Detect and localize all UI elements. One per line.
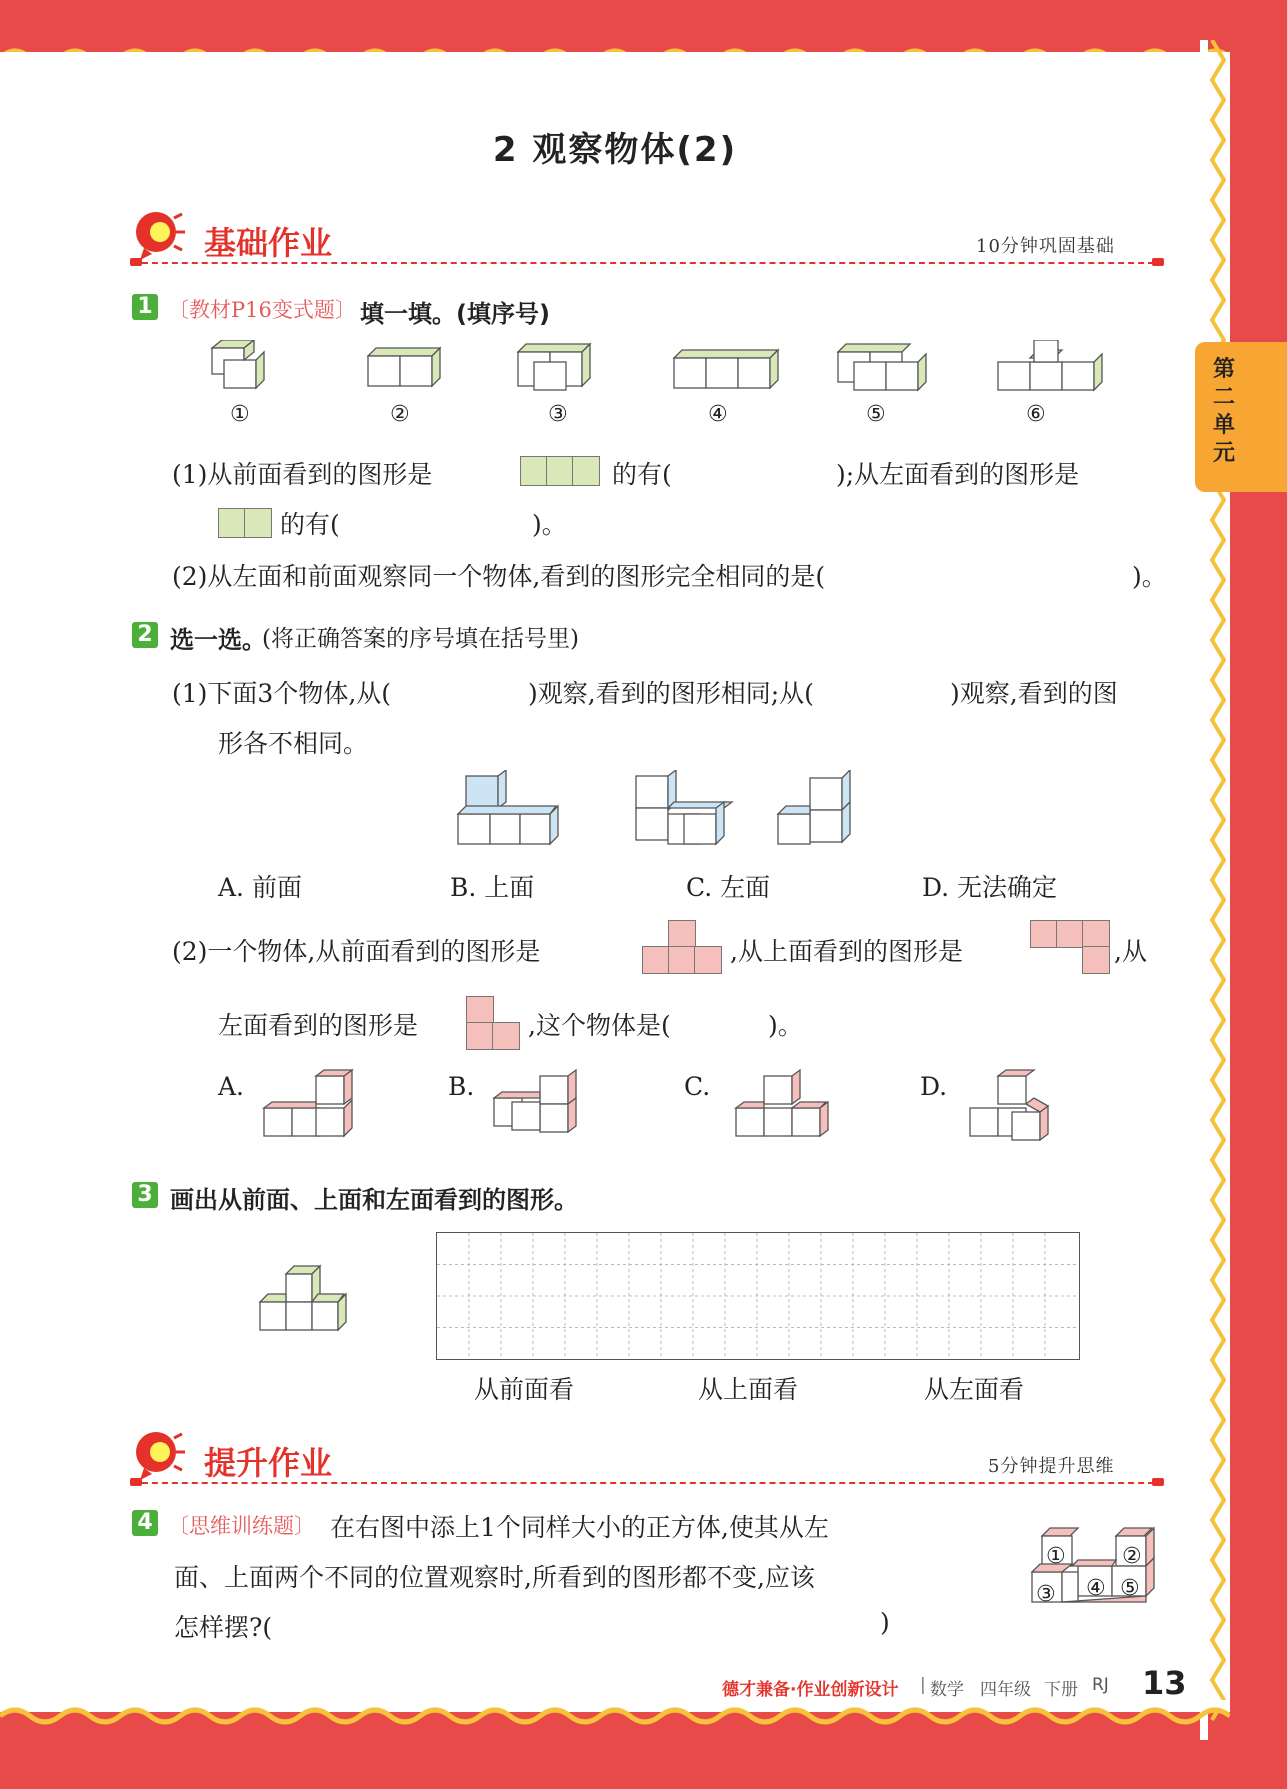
q2-p2-text-d: 左面看到的图形是 [218, 1011, 419, 1040]
question-number-1: 1 [132, 294, 158, 320]
q2-option-a: A. 前面 [218, 873, 302, 902]
pink-square [1082, 920, 1110, 948]
q4-line3: 怎样摆?( [174, 1613, 273, 1642]
q4-cube-label-1: ① [1046, 1544, 1066, 1569]
unit-side-tab [1195, 342, 1287, 492]
q3-prompt: 画出从前面、上面和左面看到的图形。 [170, 1186, 578, 1214]
q4-line3-end: ) [880, 1608, 890, 1637]
q1-p2-text: (2)从左面和前面观察同一个物体,看到的图形完全相同的是( [172, 562, 826, 591]
q1-p1-text-e: )。 [532, 510, 567, 539]
lightbulb-icon [130, 1428, 186, 1482]
q2-p2-text-c: ,从 [1114, 937, 1147, 966]
q2-p1-text-b: )观察,看到的图形相同;从( [528, 679, 814, 708]
footer-subject: 数学 [930, 1680, 964, 1700]
section-basic-heading: 基础作业 [204, 224, 333, 262]
q4-line1: 在右图中添上1个同样大小的正方体,使其从左 [330, 1513, 829, 1542]
q1-cube-figures [200, 340, 1120, 400]
q1-figure-label-1: ① [230, 402, 250, 427]
section-basic-divider [132, 262, 1164, 264]
side-tab-label: 第二单元 [1212, 357, 1235, 466]
question-number-3: 3 [132, 1182, 158, 1208]
q3-label-top: 从上面看 [698, 1375, 799, 1404]
pink-square [1056, 920, 1084, 948]
section-advanced-divider [132, 1482, 1164, 1484]
footer-grade: 四年级 [980, 1680, 1031, 1700]
grid-lines [437, 1233, 1079, 1359]
q2-p2-text-e: ,这个物体是( [528, 1011, 671, 1040]
q4-cube-label-2: ② [1122, 1544, 1142, 1569]
q1-p1-text-b: 的有( [612, 460, 672, 489]
q3-label-left: 从左面看 [924, 1375, 1025, 1404]
q1-prompt: 填一填。(填序号) [360, 300, 550, 328]
q2-option-b: B. 上面 [450, 873, 535, 902]
footer-separator: | [920, 1675, 926, 1695]
q1-figure-label-5: ⑤ [866, 402, 886, 427]
q2-choice-label-b: B. [448, 1072, 475, 1101]
green-square [244, 508, 272, 538]
q1-figure-label-4: ④ [708, 402, 728, 427]
q1-p1-text-a: (1)从前面看到的图形是 [172, 460, 433, 489]
q4-tag: 〔思维训练题〕 [168, 1514, 315, 1538]
q2-p2-text-b: ,从上面看到的图形是 [730, 937, 963, 966]
pink-square [668, 946, 696, 974]
q2-choice-label-d: D. [920, 1072, 948, 1101]
section-basic-subtitle: 10分钟巩固基础 [976, 236, 1115, 257]
q1-p1-text-c: );从左面看到的图形是 [836, 460, 1080, 489]
divider-end-left [130, 1478, 142, 1486]
q4-cube-label-4: ④ [1086, 1576, 1106, 1601]
q2-pink-cube-choices [256, 1068, 1086, 1148]
q2-option-d: D. 无法确定 [922, 873, 1058, 902]
question-number-4: 4 [132, 1510, 158, 1536]
page-title: 2 观察物体(2) [492, 130, 738, 170]
q1-tag: 〔教材P16变式题〕 [168, 298, 356, 322]
pink-square [1082, 946, 1110, 974]
q2-choice-label-a: A. [218, 1072, 245, 1101]
pink-square [492, 1022, 520, 1050]
lightbulb-icon [130, 208, 186, 262]
q2-p1-text-c: )观察,看到的图 [950, 679, 1118, 708]
q2-p1-text-a: (1)下面3个物体,从( [172, 679, 392, 708]
pink-square [466, 996, 494, 1024]
green-square [546, 456, 574, 486]
q3-green-cube-figure [256, 1264, 356, 1334]
footer-edition: RJ [1092, 1675, 1109, 1695]
green-square [520, 456, 548, 486]
footer-brand: 德才兼备·作业创新设计 [722, 1680, 899, 1700]
q1-p1-text-d: 的有( [280, 510, 340, 539]
page-number: 13 [1142, 1664, 1187, 1702]
footer-volume: 下册 [1044, 1680, 1078, 1700]
section-advanced-heading: 提升作业 [204, 1444, 333, 1482]
pink-square [1030, 920, 1058, 948]
q2-prompt-note: (将正确答案的序号填在括号里) [262, 626, 579, 652]
q4-cube-label-3: ③ [1036, 1582, 1056, 1607]
pink-square [694, 946, 722, 974]
bottom-wavy-border [0, 1700, 1230, 1736]
q2-p1-text-line2: 形各不相同。 [218, 729, 369, 758]
q1-figure-label-3: ③ [548, 402, 568, 427]
q2-p2-text-a: (2)一个物体,从前面看到的图形是 [172, 937, 541, 966]
green-square [572, 456, 600, 486]
q1-figure-label-6: ⑥ [1026, 402, 1046, 427]
q1-figure-label-2: ② [390, 402, 410, 427]
section-advanced-subtitle: 5分钟提升思维 [988, 1456, 1115, 1477]
q2-blue-cube-figures [452, 770, 892, 850]
q4-line2: 面、上面两个不同的位置观察时,所看到的图形都不变,应该 [174, 1563, 815, 1592]
q2-option-c: C. 左面 [686, 873, 771, 902]
q2-prompt: 选一选。 [170, 626, 266, 654]
q2-choice-label-c: C. [684, 1072, 711, 1101]
q4-cube-figure [1028, 1520, 1168, 1624]
q3-label-front: 从前面看 [474, 1375, 575, 1404]
pink-square [466, 1022, 494, 1050]
divider-end-right [1152, 258, 1164, 266]
green-square [218, 508, 246, 538]
question-number-2: 2 [132, 622, 158, 648]
divider-end-left [130, 258, 142, 266]
q1-p2-end: )。 [1132, 562, 1167, 591]
q3-drawing-grid[interactable] [436, 1232, 1080, 1360]
pink-square [642, 946, 670, 974]
pink-square [668, 920, 696, 948]
divider-end-right [1152, 1478, 1164, 1486]
q4-cube-label-5: ⑤ [1120, 1576, 1140, 1601]
right-wavy-border [1200, 40, 1236, 1740]
q2-p2-text-f: )。 [768, 1011, 803, 1040]
